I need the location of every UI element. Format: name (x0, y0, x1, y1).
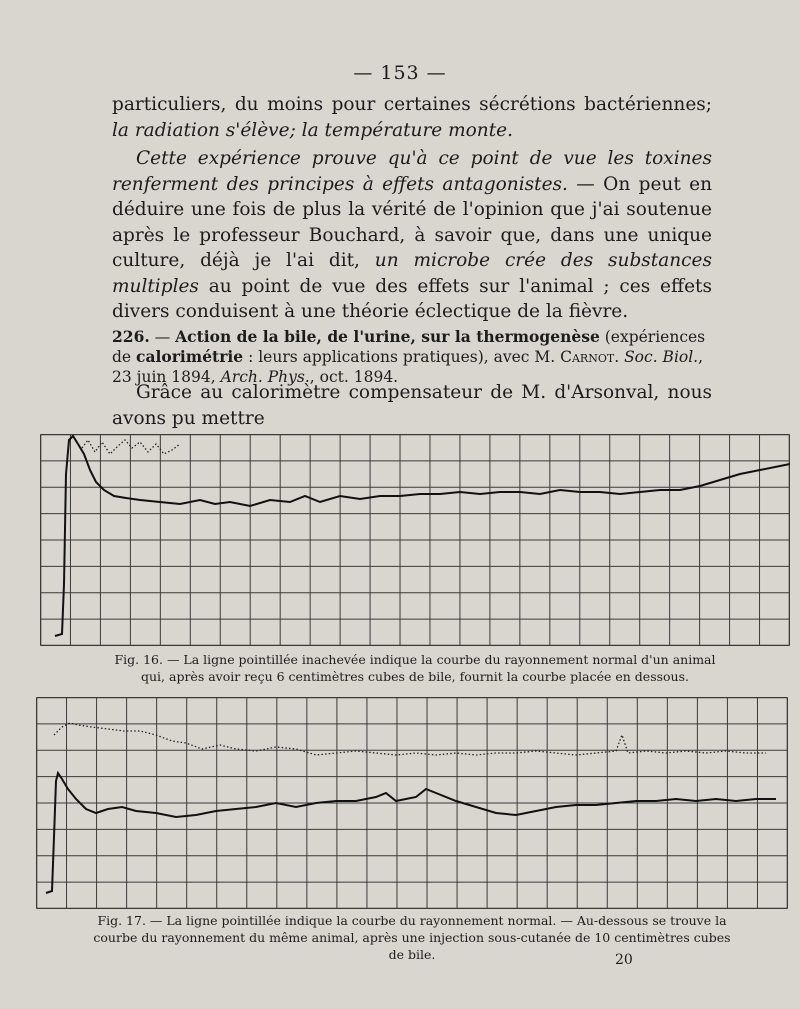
paragraph-2-italic: un microbe crée des substances multiples (112, 250, 712, 297)
section-number: 226. (112, 327, 150, 346)
figure-17 (36, 697, 788, 909)
figure-16-chart (40, 434, 790, 646)
paragraph-2 (112, 146, 712, 325)
figure-17-caption: Fig. 17. — La ligne pointillée indique la courbe du rayonnement normal. — Au-dessous se trouve la courbe du rayonnement du même animal, après une injection sous-cutanée de 10 centimètres cubes de bile. (93, 913, 731, 962)
paragraph-1 (112, 92, 712, 143)
figure-16-grid (41, 435, 790, 646)
section-journal-1: Soc. Biol. (624, 348, 699, 366)
section-author: Carnot (560, 348, 615, 366)
figure-16 (40, 434, 790, 646)
paragraph-2-italic-lead: Cette expérience prouve qu'à ce point de vue les toxines renferment des principes à effets antagonistes. (112, 148, 712, 195)
paragraph-1-text: particuliers, du moins pour certaines sécrétions bactériennes; (112, 94, 712, 115)
section-text-2: : leurs applications pratiques), avec M. (243, 348, 561, 366)
paragraph-1-italic: la radiation s'élève; la température monte. (112, 119, 513, 141)
section-text-4: , 23 juin 1894, (112, 348, 704, 386)
figure-17-chart (36, 697, 788, 909)
running-head: — 153 — (353, 62, 447, 84)
figure-17-grid (37, 698, 788, 909)
paragraph-2-text: — On peut en déduire une fois de plus la vérité de l'opinion que j'ai soutenue après le professeur Bouchard, à savoir que, dans une unique culture, déjà je l'ai dit, (112, 173, 712, 271)
page-folio: 20 (615, 952, 633, 968)
section-journal-2: Arch. Phys. (220, 368, 310, 386)
figure-16-caption: Fig. 16. — La ligne pointillée inachevée indique la courbe du rayonnement normal d'un animal qui, après avoir reçu 6 centimètres cubes de bile, fournit la courbe placée en dessous. (114, 652, 716, 684)
section-title: Action de la bile, de l'urine, sur la thermogenèse (175, 327, 600, 346)
section-text-5: , oct. 1894. (309, 368, 399, 386)
paragraph-2-text-end: au point de vue des effets sur l'animal ; ces effets divers conduisent à une théorie éclectique de la fièvre. (112, 275, 712, 322)
paragraph-3 (112, 380, 712, 431)
section-text-1: (expériences de (112, 328, 706, 366)
section-226 (112, 327, 712, 387)
section-bold: calorimétrie (136, 347, 244, 366)
figure-16-solid-curve (55, 436, 790, 636)
section-text-3: . (614, 348, 625, 366)
figure-17-solid-curve (46, 773, 776, 893)
section-dash: — (149, 328, 176, 346)
figure-16-dotted-curve (82, 440, 180, 454)
paragraph-3-text: Grâce au calorimètre compensateur de M. d'Arsonval, nous avons pu mettre (112, 382, 712, 429)
